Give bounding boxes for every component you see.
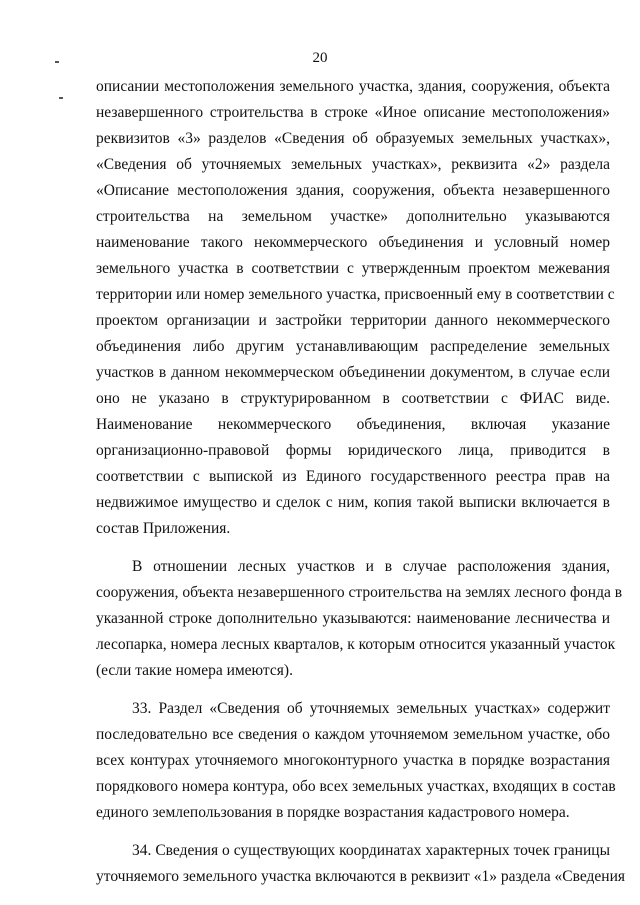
text-line: В отношении лесных участков и в случае расположения здания, xyxy=(132,558,610,575)
text-line: проектом организации и застройки территории данного некоммерческого xyxy=(96,312,610,329)
paragraph xyxy=(96,838,626,890)
text-line: единого землепользования в порядке возрастания кадастрового номера. xyxy=(96,804,570,821)
text-line: (если такие номера имеются). xyxy=(96,662,293,679)
text-line: состав Приложения. xyxy=(96,520,231,537)
text-line: «Сведения об уточняемых земельных участках», реквизита «2» раздела xyxy=(96,156,610,173)
text-line: последовательно все сведения о каждом уточняемом земельном участке, обо xyxy=(96,726,610,743)
text-line: незавершенного строительства в строке «Иное описание местоположения» xyxy=(96,104,610,121)
text-line: всех контурах уточняемого многоконтурного участка в порядке возрастания xyxy=(96,752,610,769)
text-line: строительства на земельном участке» дополнительно указываются xyxy=(96,208,610,225)
page-number: 20 xyxy=(312,50,328,66)
text-line: указанной строке дополнительно указываются: наименование лесничества и xyxy=(96,610,610,627)
text-line: порядкового номера контура, обо всех земельных участках, входящих в состав xyxy=(96,778,616,795)
text-line: земельного участка в соответствии с утвержденным проектом межевания xyxy=(96,260,610,277)
text-line: лесопарка, номера лесных кварталов, к которым относится указанный участок xyxy=(96,636,616,653)
text-line: организационно-правовой формы юридического лица, приводится в xyxy=(96,442,610,459)
text-line: 34. Сведения о существующих координатах характерных точек границы xyxy=(132,842,610,859)
text-line: оно не указано в структурированном в соответствии с ФИАС виде. xyxy=(96,390,610,407)
paragraph-gap xyxy=(96,826,610,838)
text-line: «Описание местоположения здания, сооружения, объекта незавершенного xyxy=(96,182,610,199)
text-line: описании местоположения земельного участка, здания, сооружения, объекта xyxy=(96,78,610,95)
paragraph-gap xyxy=(96,684,610,696)
text-line: Наименование некоммерческого объединения, включая указание xyxy=(96,416,610,433)
document-body xyxy=(96,74,626,890)
text-line: реквизитов «3» разделов «Сведения об образуемых земельных участках», xyxy=(96,130,610,147)
text-line: уточняемого земельного участка включаются в реквизит «1» раздела «Сведения xyxy=(96,868,626,885)
text-line: 33. Раздел «Сведения об уточняемых земельных участках» содержит xyxy=(132,700,610,717)
text-line: недвижимое имущество и сделок с ним, копия такой выписки включается в xyxy=(96,494,610,511)
text-line: территории или номер земельного участка, присвоенный ему в соответствии с xyxy=(96,286,615,303)
text-line: участков в данном некоммерческом объединении документом, в случае если xyxy=(96,364,610,381)
text-line: соответствии с выпиской из Единого государственного реестра прав на xyxy=(96,468,610,485)
paragraph xyxy=(96,74,615,542)
scan-mark xyxy=(59,97,63,99)
text-line: наименование такого некоммерческого объединения и условный номер xyxy=(96,234,610,251)
text-line: объединения либо другим устанавливающим распределение земельных xyxy=(96,338,610,355)
paragraph-gap xyxy=(96,542,610,554)
paragraph xyxy=(96,554,623,684)
text-line: сооружения, объекта незавершенного строительства на землях лесного фонда в xyxy=(96,584,623,601)
paragraph xyxy=(96,696,616,826)
